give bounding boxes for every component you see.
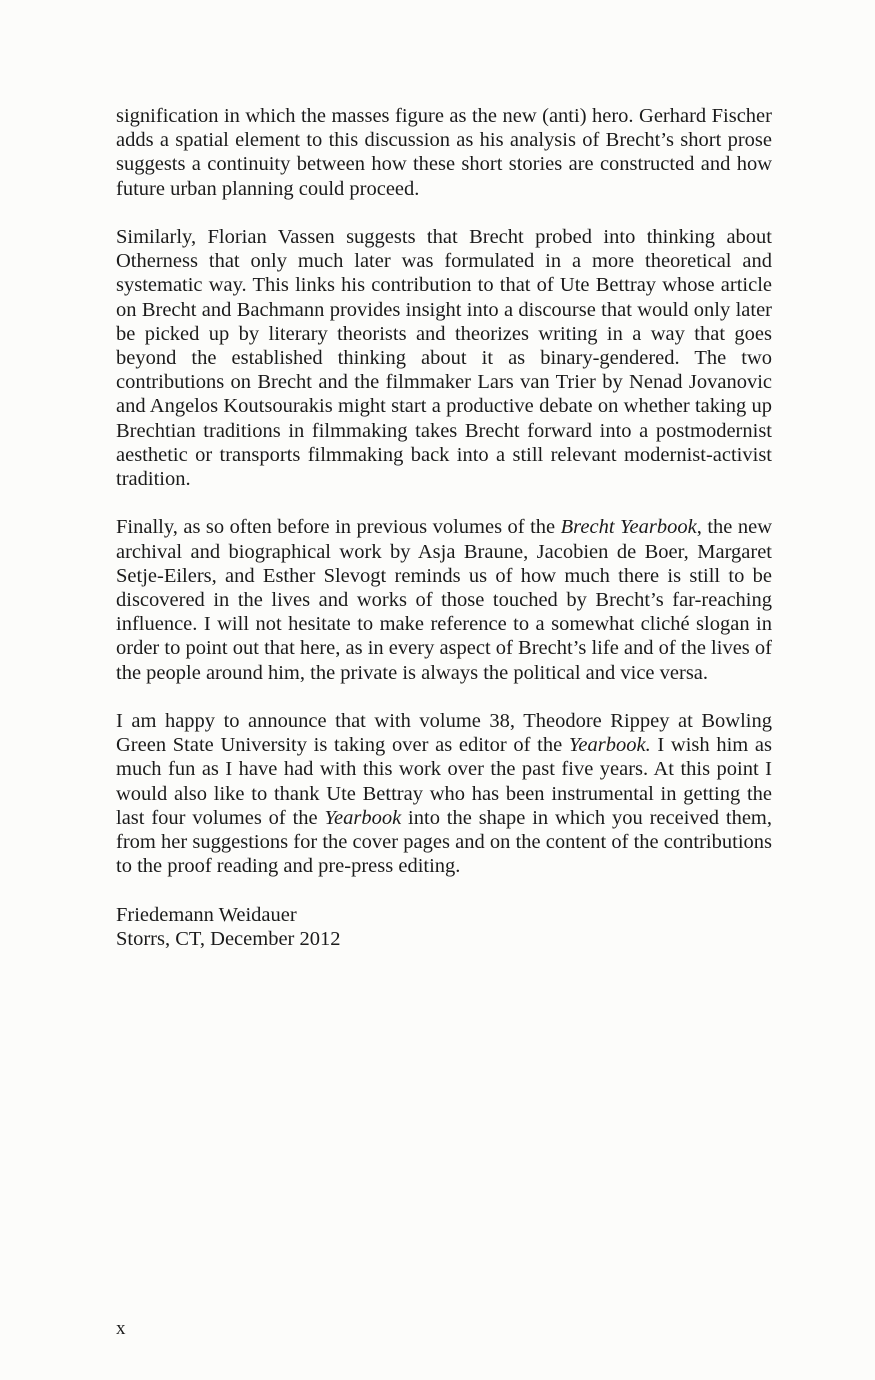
paragraph (116, 515, 772, 684)
author-name: Friedemann Weidauer (116, 903, 297, 926)
text-segment: , the new archival and biographical work by Asja Braune, Jacobien de Boer, Margaret Setje-Eilers, and Esther Slevogt reminds us of how much there is still to be discovered in the lives and works of those touched by Brecht’s far-reaching influence. I will not hesitate to make reference to a somewhat cliché slogan in order to point out that here, as in every aspect of Brecht’s life and of the lives of the people around him, the private is always the political and vice versa. (116, 516, 772, 684)
text-segment: I am happy to announce that with volume 38, Theodore Rippey at Bowling Green State University is taking over as editor of the (116, 710, 772, 757)
paragraph (116, 225, 772, 491)
text-segment: I wish him as much fun as I have had with this work over the past five years. At this point I would also like to thank Ute Bettray who has been instrumental in getting the last four volumes of the (116, 734, 772, 829)
text-segment: Finally, as so often before in previous volumes of the (116, 516, 561, 539)
italic-title-text: Yearbook (324, 806, 402, 829)
page-number: x (116, 1318, 126, 1339)
italic-title-text: Yearbook. (568, 734, 651, 757)
place-date: Storrs, CT, December 2012 (116, 927, 341, 950)
text-segment: Similarly, Florian Vassen suggests that Brecht probed into thinking about Otherness that only much later was formulated in a more theoretical and systematic way. This links his contribution to that of Ute Bettray whose article on Brecht and Bachmann provides insight into a discourse that would only later be picked up by literary theorists and theorizes writing in a way that goes beyond the established thinking about it as binary-gendered. The two contributions on Brecht and the filmmaker Lars van Trier by Nenad Jovanovic and Angelos Koutsourakis might start a productive debate on whether taking up Brechtian traditions in filmmaking takes Brecht forward into a postmodernist aesthetic or transports filmmaking back into a still relevant modernist-activist tradition. (116, 226, 772, 491)
paragraph (116, 104, 772, 201)
signature-block (116, 903, 772, 951)
body-text (116, 104, 772, 951)
italic-title-text: Brecht Yearbook (560, 516, 697, 539)
text-segment: into the shape in which you received them, from her suggestions for the cover pages and on the content of the contributions to the proof reading and pre-press editing. (116, 806, 772, 878)
text-segment: signification in which the masses figure as the new (anti) hero. Gerhard Fischer adds a spatial element to this discussion as his analysis of Brecht’s short prose suggests a continuity between how these short stories are constructed and how future urban planning could proceed. (116, 105, 772, 200)
paragraph (116, 709, 772, 878)
